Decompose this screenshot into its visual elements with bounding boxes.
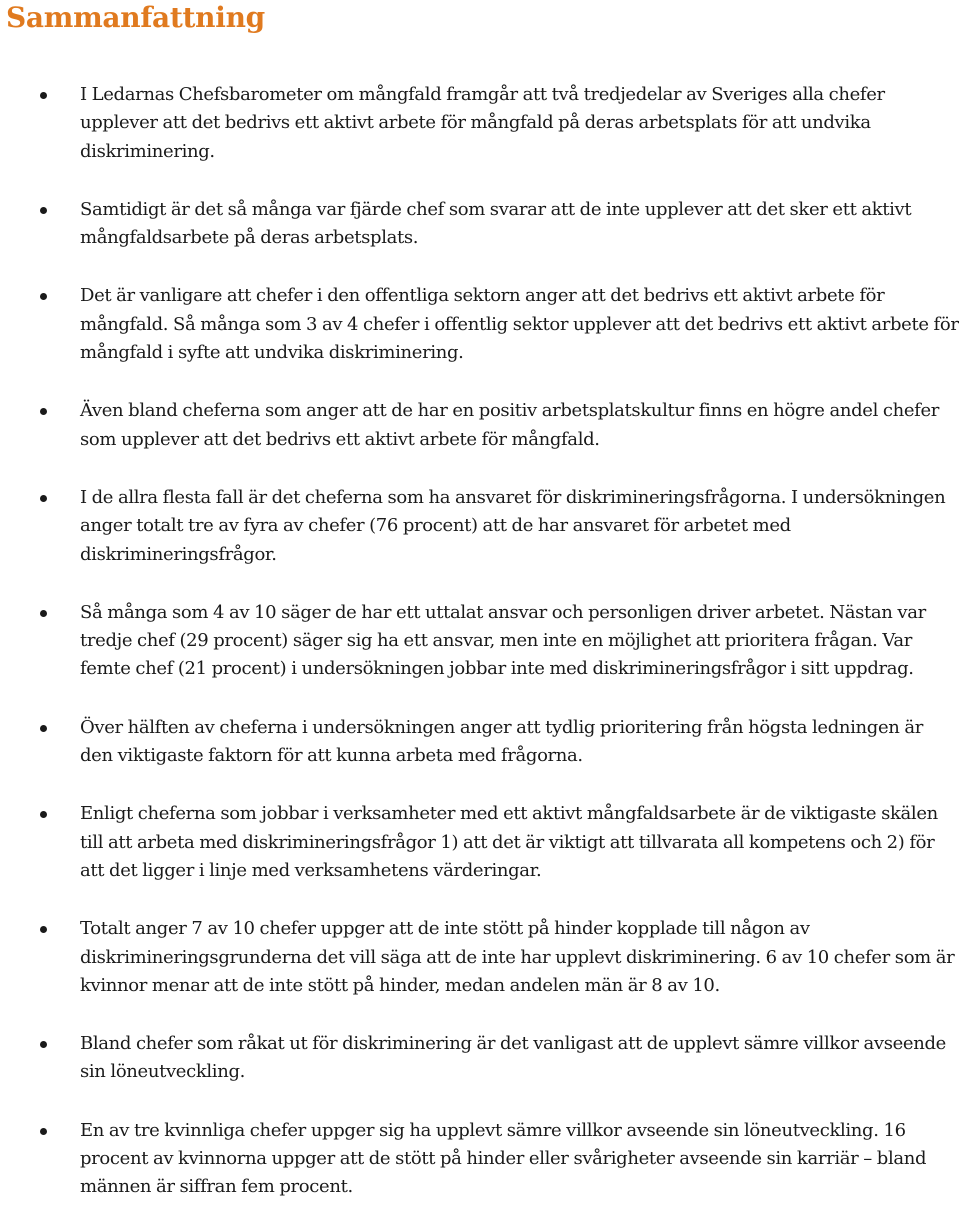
- list-item: [0, 714, 960, 771]
- bullet-icon: [40, 293, 47, 300]
- list-item-text: Samtidigt är det så många var fjärde chef som svarar att de inte upplever att det sker ett aktivt mångfaldsarbete på deras arbetsplats.: [80, 198, 912, 249]
- bullet-icon: [40, 207, 47, 214]
- list-item-text: Enligt cheferna som jobbar i verksamheter med ett aktivt mångfaldsarbete är de viktigaste skälen till att arbeta med diskrimineringsfrågor 1) att det är viktigt att tillvarata all kompetens och 2) för att det ligger i linje med verksamhetens värderingar.: [80, 803, 938, 881]
- bullet-icon: [40, 495, 47, 502]
- bullet-icon: [40, 408, 47, 415]
- bullet-icon: [40, 92, 47, 99]
- list-item-text: En av tre kvinnliga chefer uppger sig ha upplevt sämre villkor avseende sin löneutveckling. 16 procent av kvinnorna uppger att de stött på hinder eller svårigheter avseende sin karriär – bland männen är siffran fem procent.: [80, 1119, 927, 1198]
- list-item: [0, 1117, 960, 1202]
- list-item: [0, 800, 960, 885]
- list-item: [0, 1030, 960, 1087]
- list-item-text: Så många som 4 av 10 säger de har ett uttalat ansvar och personligen driver arbetet. Nästan var tredje chef (29 procent) säger sig ha ett ansvar, men inte en möjlighet att prioritera frågan. Var femte chef (21 procent) i undersökningen jobbar inte med diskrimineringsfrågor i sitt uppdrag.: [80, 601, 926, 680]
- list-item-text: Det är vanligare att chefer i den offentliga sektorn anger att det bedrivs ett aktivt arbete för mångfald. Så många som 3 av 4 chefer i offentlig sektor upplever att det bedrivs ett aktivt arbete för mångfald i syfte att undvika diskriminering.: [80, 285, 959, 364]
- bullet-icon: [40, 1041, 47, 1048]
- summary-list: [0, 81, 960, 1232]
- list-item-text: Även bland cheferna som anger att de har en positiv arbetsplatskultur finns en högre andel chefer som upplever att det bedrivs ett aktivt arbete för mångfald.: [80, 400, 940, 450]
- list-item-text: Bland chefer som råkat ut för diskriminering är det vanligast att de upplevt sämre villkor avseende sin löneutveckling.: [80, 1033, 946, 1083]
- list-item: [0, 915, 960, 1000]
- bullet-icon: [40, 926, 47, 933]
- list-item: [0, 282, 960, 367]
- bullet-icon: [40, 725, 47, 732]
- bullet-icon: [40, 811, 47, 818]
- list-item-text: Totalt anger 7 av 10 chefer uppger att de inte stött på hinder kopplade till någon av diskrimineringsgrunderna det vill säga att de inte har upplevt diskriminering. 6 av 10 chefer som är kvinnor menar att de inte stött på hinder, medan andelen män är 8 av 10.: [80, 918, 955, 996]
- list-item: [0, 484, 960, 569]
- bullet-icon: [40, 610, 47, 617]
- list-item: [0, 81, 960, 166]
- list-item-text: Över hälften av cheferna i undersökningen anger att tydlig prioritering från högsta ledningen är den viktigaste faktorn för att kunna arbeta med frågorna.: [80, 716, 923, 767]
- list-item: [0, 196, 960, 253]
- list-item: [0, 397, 960, 454]
- list-item: [0, 599, 960, 684]
- page-title: Sammanfattning: [6, 1, 265, 34]
- bullet-icon: [40, 1128, 47, 1135]
- list-item-text: I Ledarnas Chefsbarometer om mångfald framgår att två tredjedelar av Sveriges alla chefer upplever att det bedrivs ett aktivt arbete för mångfald på deras arbetsplats för att undvika diskriminering.: [80, 84, 885, 162]
- list-item-text: I de allra flesta fall är det cheferna som ha ansvaret för diskrimineringsfrågorna. I undersökningen anger totalt tre av fyra av chefer (76 procent) att de har ansvaret för arbetet med diskrimineringsfrågor.: [80, 486, 946, 565]
